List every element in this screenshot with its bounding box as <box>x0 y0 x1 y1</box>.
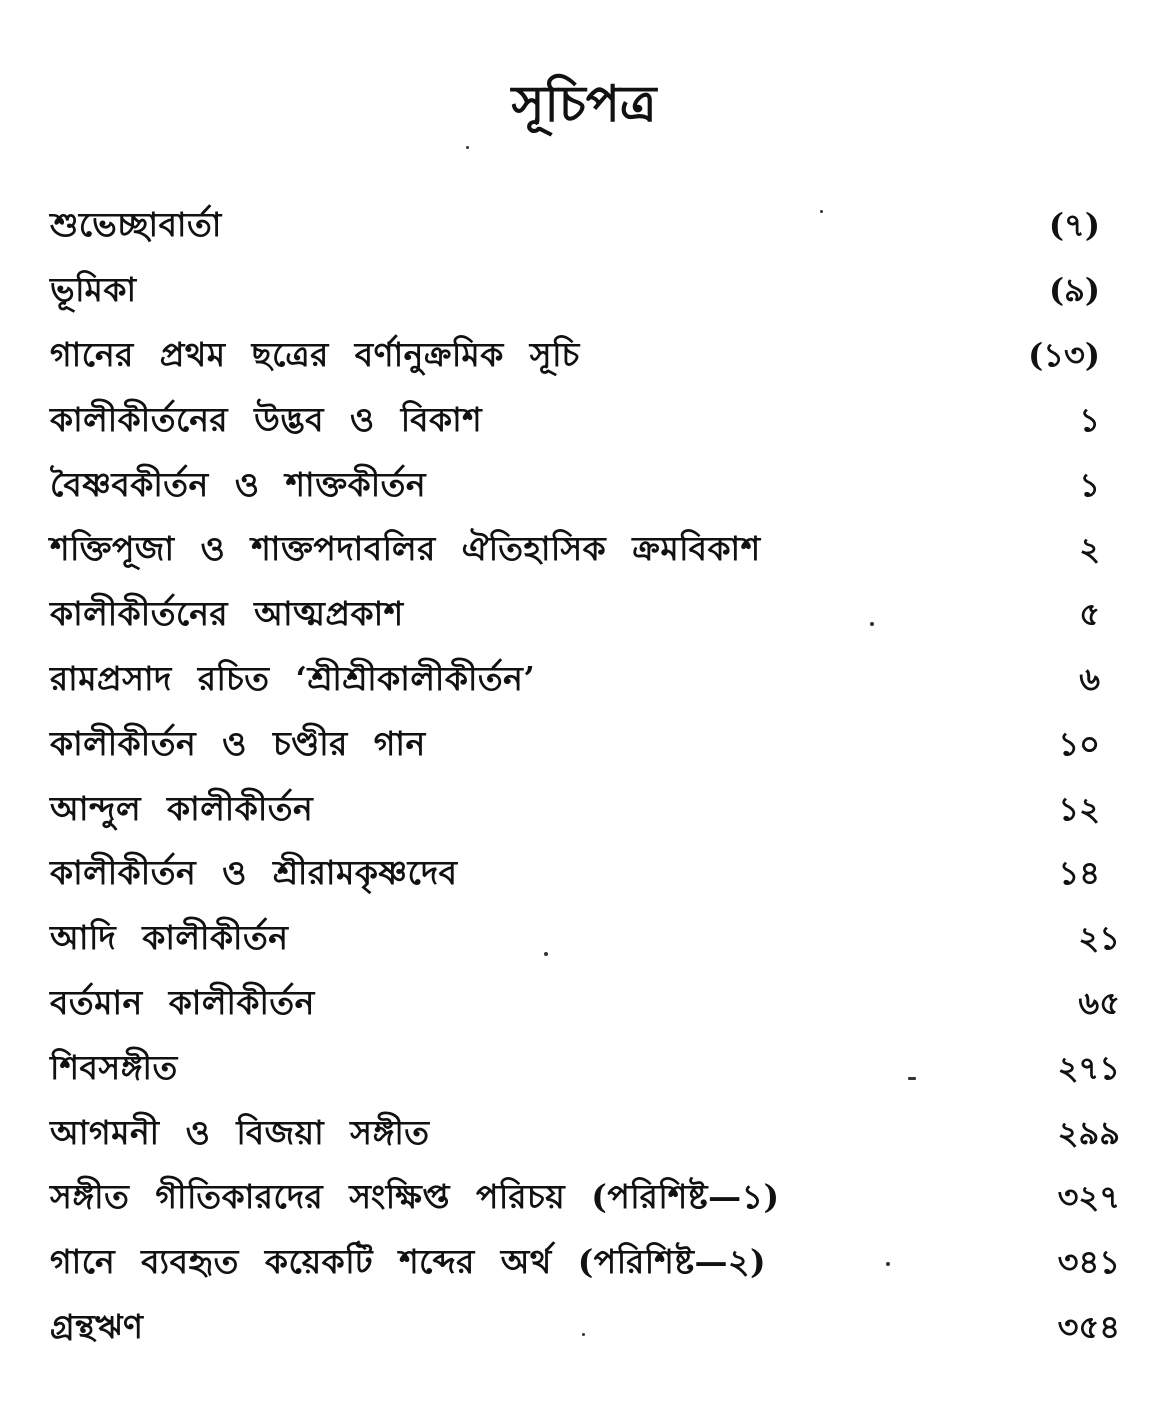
toc-entry-page: (১৩) <box>1028 335 1100 374</box>
toc-entry-title: শিবসঙ্গীত <box>50 1047 178 1087</box>
print-speck <box>820 210 823 213</box>
toc-entry[interactable] <box>50 519 1120 584</box>
toc-entry-title: গ্রন্থঋণ <box>50 1306 144 1346</box>
toc-entry-title: গানের প্রথম ছত্রের বর্ণানুক্রমিক সূচি <box>50 334 580 374</box>
toc-entry-page: ১২ <box>1058 789 1100 828</box>
toc-entry[interactable] <box>50 908 1120 973</box>
toc-entry-title: কালীকীর্তন ও চণ্ডীর গান <box>50 723 426 763</box>
toc-entry-title: সঙ্গীত গীতিকারদের সংক্ষিপ্ত পরিচয় (পরিশিষ্ট—১) <box>50 1177 780 1217</box>
toc-entry[interactable] <box>50 1297 1120 1362</box>
print-speck <box>466 146 469 149</box>
table-of-contents <box>50 195 1120 1361</box>
toc-entry-page: ১ <box>1079 400 1100 439</box>
toc-entry-page: ৫ <box>1079 595 1100 634</box>
toc-entry-page: ৩২৭ <box>1057 1178 1120 1217</box>
toc-entry[interactable] <box>50 973 1120 1038</box>
toc-entry-page: ২৭১ <box>1057 1048 1120 1087</box>
toc-entry[interactable] <box>50 1037 1120 1102</box>
toc-entry-page: (৯) <box>1048 271 1100 310</box>
print-speck <box>582 1333 585 1336</box>
toc-entry-page: ৬ <box>1079 659 1100 698</box>
toc-entry-page: ২ <box>1079 530 1100 569</box>
toc-entry-page: ১ <box>1079 465 1100 504</box>
toc-entry-title: আগমনী ও বিজয়া সঙ্গীত <box>50 1112 430 1152</box>
toc-entry-title: কালীকীর্তনের উদ্ভব ও বিকাশ <box>50 399 483 439</box>
toc-entry[interactable] <box>50 1102 1120 1167</box>
toc-entry[interactable] <box>50 195 1120 260</box>
toc-entry-page: ২৯৯ <box>1057 1113 1120 1152</box>
toc-entry-page: ৬৫ <box>1078 983 1120 1022</box>
toc-entry[interactable] <box>50 649 1120 714</box>
toc-entry[interactable] <box>50 584 1120 649</box>
toc-entry-page: ১৪ <box>1058 854 1100 893</box>
page-title: সূচিপত্র <box>511 73 657 133</box>
toc-entry-title: বৈষ্ণবকীর্তন ও শাক্তকীর্তন <box>50 464 427 504</box>
toc-entry[interactable] <box>50 1232 1120 1297</box>
toc-entry-title: আন্দুল কালীকীর্তন <box>50 788 314 828</box>
toc-entry-page: ৩৪১ <box>1057 1243 1120 1282</box>
toc-entry-page: ১০ <box>1058 724 1100 763</box>
toc-entry-title: বর্তমান কালীকীর্তন <box>50 982 315 1022</box>
print-speck <box>544 952 548 956</box>
toc-entry-title: আদি কালীকীর্তন <box>50 918 289 958</box>
toc-entry[interactable] <box>50 389 1120 454</box>
toc-entry[interactable] <box>50 325 1120 390</box>
toc-entry[interactable] <box>50 1167 1120 1232</box>
toc-entry-title: ভূমিকা <box>50 270 137 310</box>
toc-entry[interactable] <box>50 778 1120 843</box>
toc-entry[interactable] <box>50 454 1120 519</box>
toc-entry-title: কালীকীর্তনের আত্মপ্রকাশ <box>50 594 404 634</box>
toc-entry-page: (৭) <box>1048 206 1100 245</box>
toc-entry-page: ৩৫৪ <box>1057 1307 1120 1346</box>
toc-entry[interactable] <box>50 843 1120 908</box>
toc-entry[interactable] <box>50 260 1120 325</box>
toc-entry[interactable] <box>50 713 1120 778</box>
print-speck <box>870 622 874 626</box>
toc-entry-page: ২১ <box>1078 919 1120 958</box>
toc-entry-title: গানে ব্যবহৃত কয়েকটি শব্দের অর্থ (পরিশিষ্ট—২) <box>50 1242 767 1282</box>
toc-entry-title: রামপ্রসাদ রচিত ‘শ্রীশ্রীকালীকীর্তন’ <box>50 658 536 698</box>
print-speck <box>886 1262 890 1266</box>
toc-entry-title: শুভেচ্ছাবার্তা <box>50 205 222 245</box>
toc-entry-title: কালীকীর্তন ও শ্রীরামকৃষ্ণদেব <box>50 853 458 893</box>
toc-entry-title: শক্তিপূজা ও শাক্তপদাবলির ঐতিহাসিক ক্রমবিকাশ <box>50 529 761 569</box>
print-speck <box>908 1077 916 1080</box>
